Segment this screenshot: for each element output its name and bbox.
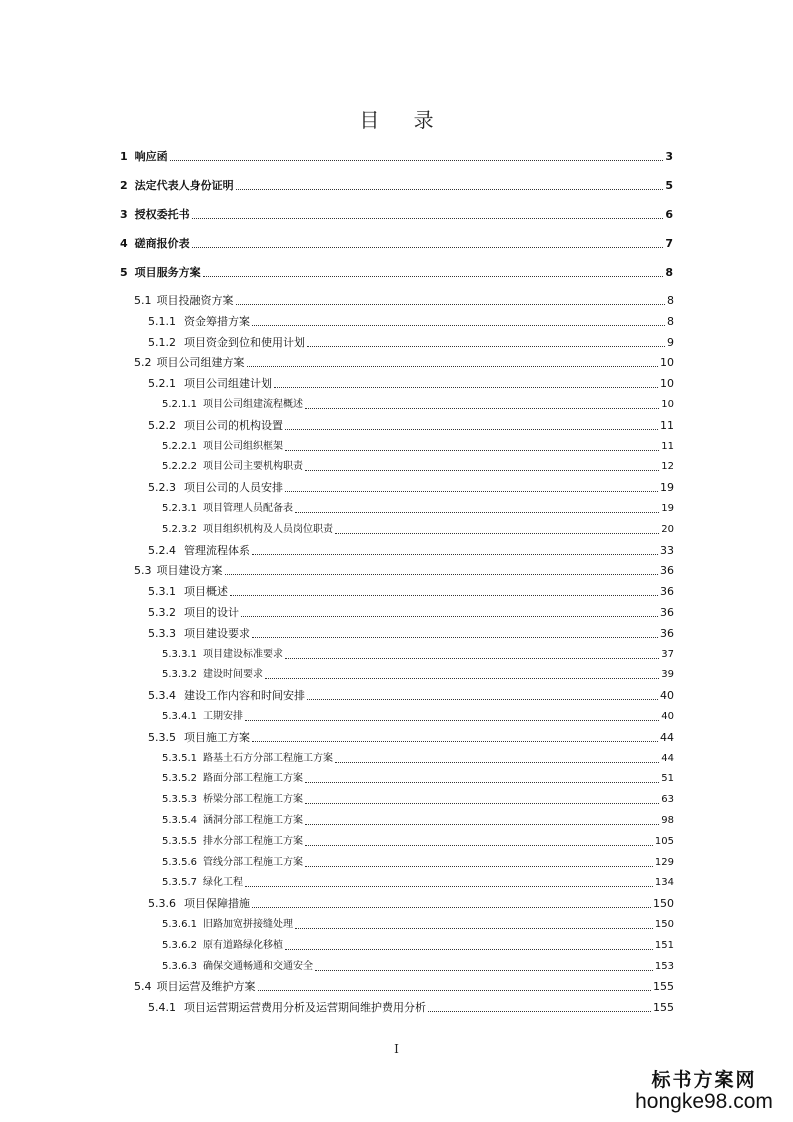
toc-dot-leader	[305, 803, 659, 804]
toc-entry[interactable]	[162, 668, 674, 682]
toc-entry-title: 项目公司组织框架	[203, 441, 283, 452]
toc-dot-leader	[295, 512, 659, 513]
toc-entry-number: 5.2.3.2	[162, 524, 197, 535]
toc-entry-title: 法定代表人身份证明	[134, 179, 234, 192]
toc-entry-number: 5.3.6	[148, 897, 176, 910]
toc-entry[interactable]	[162, 440, 674, 454]
toc-entry[interactable]	[148, 419, 674, 433]
toc-dot-leader	[305, 408, 659, 409]
toc-entry-number: 5.3.5.7	[162, 877, 197, 888]
toc-entry-page: 19	[661, 503, 674, 514]
toc-dot-leader	[245, 886, 653, 887]
toc-entry-number: 5.3.6.3	[162, 961, 197, 972]
toc-entry-title: 项目公司组建流程概述	[203, 399, 303, 410]
toc-dot-leader	[230, 595, 658, 596]
toc-entry-number: 5.3.5.5	[162, 836, 197, 847]
toc-entry-page: 40	[660, 689, 674, 702]
toc-dot-leader	[252, 907, 651, 908]
toc-entry-number: 5.4	[134, 980, 152, 993]
toc-entry[interactable]	[148, 585, 674, 599]
toc-entry-title: 管理流程体系	[184, 544, 250, 557]
toc-entry-title: 建设时间要求	[203, 669, 263, 680]
toc-entry-number: 5.3	[134, 564, 152, 577]
toc-dot-leader	[305, 782, 659, 783]
toc-entry[interactable]	[148, 1001, 674, 1015]
toc-entry-page: 39	[661, 669, 674, 680]
toc-entry-number: 5.3.2	[148, 606, 176, 619]
toc-entry-page: 37	[661, 649, 674, 660]
toc-dot-leader	[285, 658, 659, 659]
toc-dot-leader	[307, 346, 665, 347]
toc-dot-leader	[225, 574, 659, 575]
toc-entry-title: 涵洞分部工程施工方案	[203, 815, 303, 826]
toc-entry-number: 5.2.1.1	[162, 399, 197, 410]
toc-entry-page: 33	[660, 544, 674, 557]
toc-entry-page: 36	[660, 606, 674, 619]
toc-dot-leader	[252, 554, 658, 555]
toc-entry-number: 5.3.4	[148, 689, 176, 702]
toc-entry[interactable]	[148, 336, 674, 350]
toc-entry-number: 5.2.2.1	[162, 441, 197, 452]
toc-entry-page: 51	[661, 773, 674, 784]
page-title: 目 录	[359, 108, 448, 132]
toc-entry-page: 6	[665, 208, 673, 221]
toc-entry-number: 5.2.2	[148, 419, 176, 432]
toc-entry-title: 建设工作内容和时间安排	[184, 689, 305, 702]
toc-entry-number: 5.3.3.2	[162, 669, 197, 680]
toc-entry-number: 5.3.1	[148, 585, 176, 598]
toc-entry-title: 授权委托书	[134, 208, 190, 221]
toc-entry[interactable]	[148, 544, 674, 558]
toc-entry[interactable]	[162, 648, 674, 662]
toc-dot-leader	[285, 429, 658, 430]
toc-entry-number: 5.3.6.1	[162, 919, 197, 930]
toc-entry[interactable]	[134, 294, 674, 308]
toc-entry-number: 5	[120, 266, 128, 279]
toc-entry-number: 5.1.2	[148, 336, 176, 349]
toc-entry-page: 36	[660, 627, 674, 640]
watermark-brand: 标书方案网	[651, 1069, 757, 1091]
toc-entry-number: 5.2.3	[148, 481, 176, 494]
toc-entry-page: 44	[661, 753, 674, 764]
toc-entry-title: 项目公司的人员安排	[184, 481, 283, 494]
toc-entry-title: 旧路加宽拼接缝处理	[203, 919, 293, 930]
toc-entry-number: 3	[120, 208, 128, 221]
watermark-url: hongke98.com	[635, 1090, 773, 1113]
toc-dot-leader	[285, 450, 659, 451]
toc-entry-page: 8	[667, 294, 674, 307]
toc-entry[interactable]	[162, 918, 674, 932]
toc-entry[interactable]	[162, 814, 674, 828]
toc-dot-leader	[236, 189, 664, 190]
toc-entry-number: 1	[120, 150, 128, 163]
toc-entry-number: 5.2.2.2	[162, 461, 197, 472]
toc-entry-page: 98	[661, 815, 674, 826]
toc-entry-title: 项目组织机构及人员岗位职责	[203, 524, 333, 535]
toc-entry-title: 排水分部工程施工方案	[203, 836, 303, 847]
toc-entry-title: 路面分部工程施工方案	[203, 773, 303, 784]
toc-entry-page: 36	[660, 564, 674, 577]
toc-entry-page: 153	[654, 961, 674, 972]
toc-entry-page: 63	[661, 794, 674, 805]
toc-entry-number: 5.2	[134, 356, 152, 369]
toc-dot-leader	[285, 949, 653, 950]
toc-entry-number: 5.3.5	[148, 731, 176, 744]
toc-entry-title: 工期安排	[203, 711, 243, 722]
toc-entry[interactable]	[134, 980, 674, 994]
toc-entry-page: 9	[667, 336, 674, 349]
toc-entry[interactable]	[162, 772, 674, 786]
toc-entry[interactable]	[148, 731, 674, 745]
toc-entry-title: 项目管理人员配备表	[203, 503, 293, 514]
toc-entry[interactable]	[134, 564, 674, 578]
toc-entry-number: 5.3.5.6	[162, 857, 197, 868]
toc-dot-leader	[170, 160, 664, 161]
toc-entry-number: 5.3.3	[148, 627, 176, 640]
toc-entry-page: 10	[661, 399, 674, 410]
toc-entry-number: 5.2.4	[148, 544, 176, 557]
toc-entry-title: 项目施工方案	[184, 731, 250, 744]
toc-entry-number: 5.3.5.1	[162, 753, 197, 764]
toc-entry-title: 项目公司主要机构职责	[203, 461, 303, 472]
toc-entry[interactable]	[148, 627, 674, 641]
toc-entry-title: 项目公司的机构设置	[184, 419, 283, 432]
toc-dot-leader	[315, 970, 653, 971]
toc-entry[interactable]	[162, 939, 674, 953]
toc-entry-title: 项目服务方案	[134, 266, 201, 279]
toc-entry-page: 11	[661, 441, 674, 452]
toc-entry-number: 5.2.1	[148, 377, 176, 390]
toc-dot-leader	[305, 866, 653, 867]
toc-dot-leader	[305, 824, 659, 825]
toc-dot-leader	[274, 387, 658, 388]
toc-entry-title: 项目建设要求	[184, 627, 250, 640]
toc-entry-page: 3	[665, 150, 673, 163]
toc-entry-title: 项目运营期运营费用分析及运营期间维护费用分析	[184, 1001, 426, 1014]
toc-entry[interactable]	[148, 315, 674, 329]
toc-entry[interactable]	[148, 481, 674, 495]
toc-dot-leader	[285, 491, 658, 492]
toc-entry-page: 40	[661, 711, 674, 722]
toc-entry[interactable]	[162, 398, 674, 412]
toc-entry-title: 磋商报价表	[134, 237, 190, 250]
toc-entry-title: 项目公司组建计划	[184, 377, 272, 390]
toc-entry[interactable]	[162, 460, 674, 474]
toc-entry-page: 10	[660, 356, 674, 369]
toc-entry-number: 5.2.3.1	[162, 503, 197, 514]
toc-entry-page: 8	[665, 266, 673, 279]
page-number: I	[394, 1042, 399, 1056]
toc-entry[interactable]	[148, 377, 674, 391]
toc-entry[interactable]	[120, 237, 673, 251]
toc-dot-leader	[192, 247, 664, 248]
toc-dot-leader	[265, 678, 659, 679]
toc-entry-number: 5.3.4.1	[162, 711, 197, 722]
toc-entry[interactable]	[134, 356, 674, 370]
toc-entry[interactable]	[162, 710, 674, 724]
toc-entry[interactable]	[120, 208, 673, 222]
toc-dot-leader	[295, 928, 653, 929]
watermark-logo	[629, 1065, 779, 1114]
toc-dot-leader	[258, 990, 652, 991]
toc-dot-leader	[307, 699, 658, 700]
toc-entry[interactable]	[148, 689, 674, 703]
toc-entry-title: 管线分部工程施工方案	[203, 857, 303, 868]
toc-entry-title: 项目建设标准要求	[203, 649, 283, 660]
toc-entry-title: 项目的设计	[184, 606, 239, 619]
toc-entry-title: 响应函	[134, 150, 168, 163]
toc-entry-number: 5.1.1	[148, 315, 176, 328]
toc-dot-leader	[247, 366, 659, 367]
toc-dot-leader	[252, 637, 658, 638]
toc-entry-number: 2	[120, 179, 128, 192]
toc-entry-title: 确保交通畅通和交通安全	[203, 961, 313, 972]
toc-entry-page: 5	[665, 179, 673, 192]
toc-dot-leader	[335, 762, 659, 763]
toc-entry[interactable]	[162, 752, 674, 766]
toc-entry-number: 4	[120, 237, 128, 250]
toc-entry-title: 桥梁分部工程施工方案	[203, 794, 303, 805]
toc-entry[interactable]	[162, 856, 674, 870]
toc-entry[interactable]	[148, 897, 674, 911]
toc-entry[interactable]	[162, 502, 674, 516]
toc-entry-page: 150	[654, 919, 674, 930]
toc-entry-title: 资金筹措方案	[184, 315, 250, 328]
toc-entry-page: 36	[660, 585, 674, 598]
toc-entry[interactable]	[120, 266, 673, 280]
toc-entry-page: 151	[654, 940, 674, 951]
toc-entry-number: 5.3.6.2	[162, 940, 197, 951]
toc-entry-page: 20	[661, 524, 674, 535]
toc-dot-leader	[428, 1011, 651, 1012]
toc-dot-leader	[305, 470, 659, 471]
toc-entry-number: 5.3.3.1	[162, 649, 197, 660]
toc-entry-number: 5.3.5.2	[162, 773, 197, 784]
toc-dot-leader	[245, 720, 659, 721]
toc-dot-leader	[192, 218, 664, 219]
toc-entry-page: 134	[654, 877, 674, 888]
toc-entry-page: 105	[654, 836, 674, 847]
toc-entry[interactable]	[162, 876, 674, 890]
toc-entry[interactable]	[120, 150, 673, 164]
toc-entry-page: 8	[667, 315, 674, 328]
toc-dot-leader	[203, 276, 664, 277]
toc-dot-leader	[305, 845, 653, 846]
toc-dot-leader	[241, 616, 658, 617]
toc-entry[interactable]	[162, 835, 674, 849]
toc-entry-page: 11	[660, 419, 674, 432]
toc-entry-page: 155	[653, 980, 674, 993]
toc-entry-title: 项目运营及维护方案	[156, 980, 256, 993]
toc-entry-title: 项目建设方案	[156, 564, 223, 577]
toc-entry-title: 项目概述	[184, 585, 228, 598]
toc-entry-page: 129	[654, 857, 674, 868]
toc-entry[interactable]	[162, 960, 674, 974]
toc-entry-number: 5.3.5.4	[162, 815, 197, 826]
toc-entry-title: 项目保障措施	[184, 897, 250, 910]
toc-entry[interactable]	[162, 793, 674, 807]
toc-entry-page: 12	[661, 461, 674, 472]
toc-entry-number: 5.3.5.3	[162, 794, 197, 805]
toc-entry-title: 路基土石方分部工程施工方案	[203, 753, 333, 764]
toc-entry-page: 19	[660, 481, 674, 494]
toc-dot-leader	[335, 533, 659, 534]
toc-entry-title: 项目公司组建方案	[156, 356, 245, 369]
toc-entry-title: 绿化工程	[203, 877, 243, 888]
toc-entry[interactable]	[148, 606, 674, 620]
toc-entry-page: 155	[653, 1001, 674, 1014]
toc-entry-page: 7	[665, 237, 673, 250]
toc-dot-leader	[236, 304, 666, 305]
toc-entry[interactable]	[162, 523, 674, 537]
toc-entry-number: 5.1	[134, 294, 152, 307]
toc-entry[interactable]	[120, 179, 673, 193]
toc-entry-title: 项目投融资方案	[156, 294, 234, 307]
toc-entry-page: 150	[653, 897, 674, 910]
toc-entry-page: 10	[660, 377, 674, 390]
toc-entry-number: 5.4.1	[148, 1001, 176, 1014]
toc-entry-title: 项目资金到位和使用计划	[184, 336, 305, 349]
toc-entry-title: 原有道路绿化移植	[203, 940, 283, 951]
toc-entry-page: 44	[660, 731, 674, 744]
toc-dot-leader	[252, 325, 665, 326]
toc-dot-leader	[252, 741, 658, 742]
